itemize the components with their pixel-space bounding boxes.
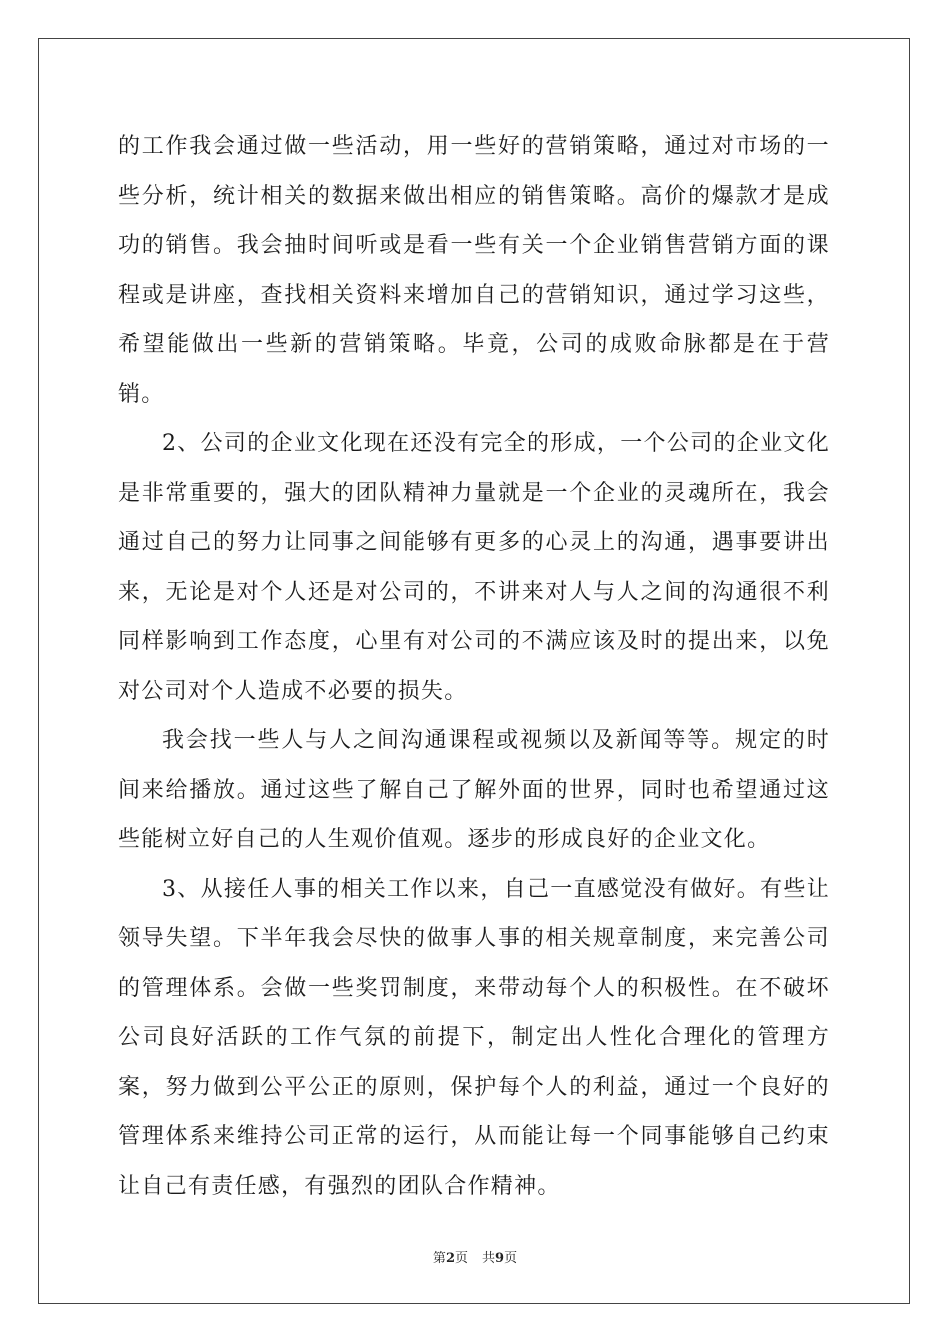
document-body [118, 122, 830, 1211]
paragraph-1: 的工作我会通过做一些活动，用一些好的营销策略，通过对市场的一些分析，统计相关的数据来做出相应的销售策略。高价的爆款才是成功的销售。我会抽时间听或是看一些有关一个企业销售营销方面的课程或是讲座，查找相关资料来增加自己的营销知识，通过学习这些，希望能做出一些新的营销策略。毕竟，公司的成败命脉都是在于营销。 [118, 134, 830, 407]
paragraph-3: 我会找一些人与人之间沟通课程或视频以及新闻等等。规定的时间来给播放。通过这些了解自己了解外面的世界，同时也希望通过这些能树立好自己的人生观价值观。逐步的形成良好的企业文化。 [118, 728, 830, 852]
page-footer [0, 1247, 950, 1266]
footer-page-number: 2 [445, 1251, 455, 1266]
footer-total-pages: 9 [495, 1251, 505, 1266]
footer-total-prefix: 共 [482, 1251, 496, 1266]
footer-total-suffix: 页 [504, 1251, 518, 1266]
paragraph-2: 2、公司的企业文化现在还没有完全的形成，一个公司的企业文化是非常重要的，强大的团队精神力量就是一个企业的灵魂所在，我会通过自己的努力让同事之间能够有更多的心灵上的沟通，遇事要讲出来，无论是对个人还是对公司的，不讲来对人与人之间的沟通很不利同样影响到工作态度，心里有对公司的不满应该及时的提出来，以免对公司对个人造成不必要的损失。 [118, 431, 830, 704]
paragraph-4: 3、从接任人事的相关工作以来，自己一直感觉没有做好。有些让领导失望。下半年我会尽快的做事人事的相关规章制度，来完善公司的管理体系。会做一些奖罚制度，来带动每个人的积极性。在不破坏公司良好活跃的工作气氛的前提下，制定出人性化合理化的管理方案，努力做到公平公正的原则，保护每个人的利益，通过一个良好的管理体系来维持公司正常的运行，从而能让每一个同事能够自己约束让自己有责任感，有强烈的团队合作精神。 [118, 876, 830, 1199]
footer-page-suffix: 页 [454, 1251, 468, 1266]
footer-page-prefix: 第 [432, 1251, 446, 1266]
